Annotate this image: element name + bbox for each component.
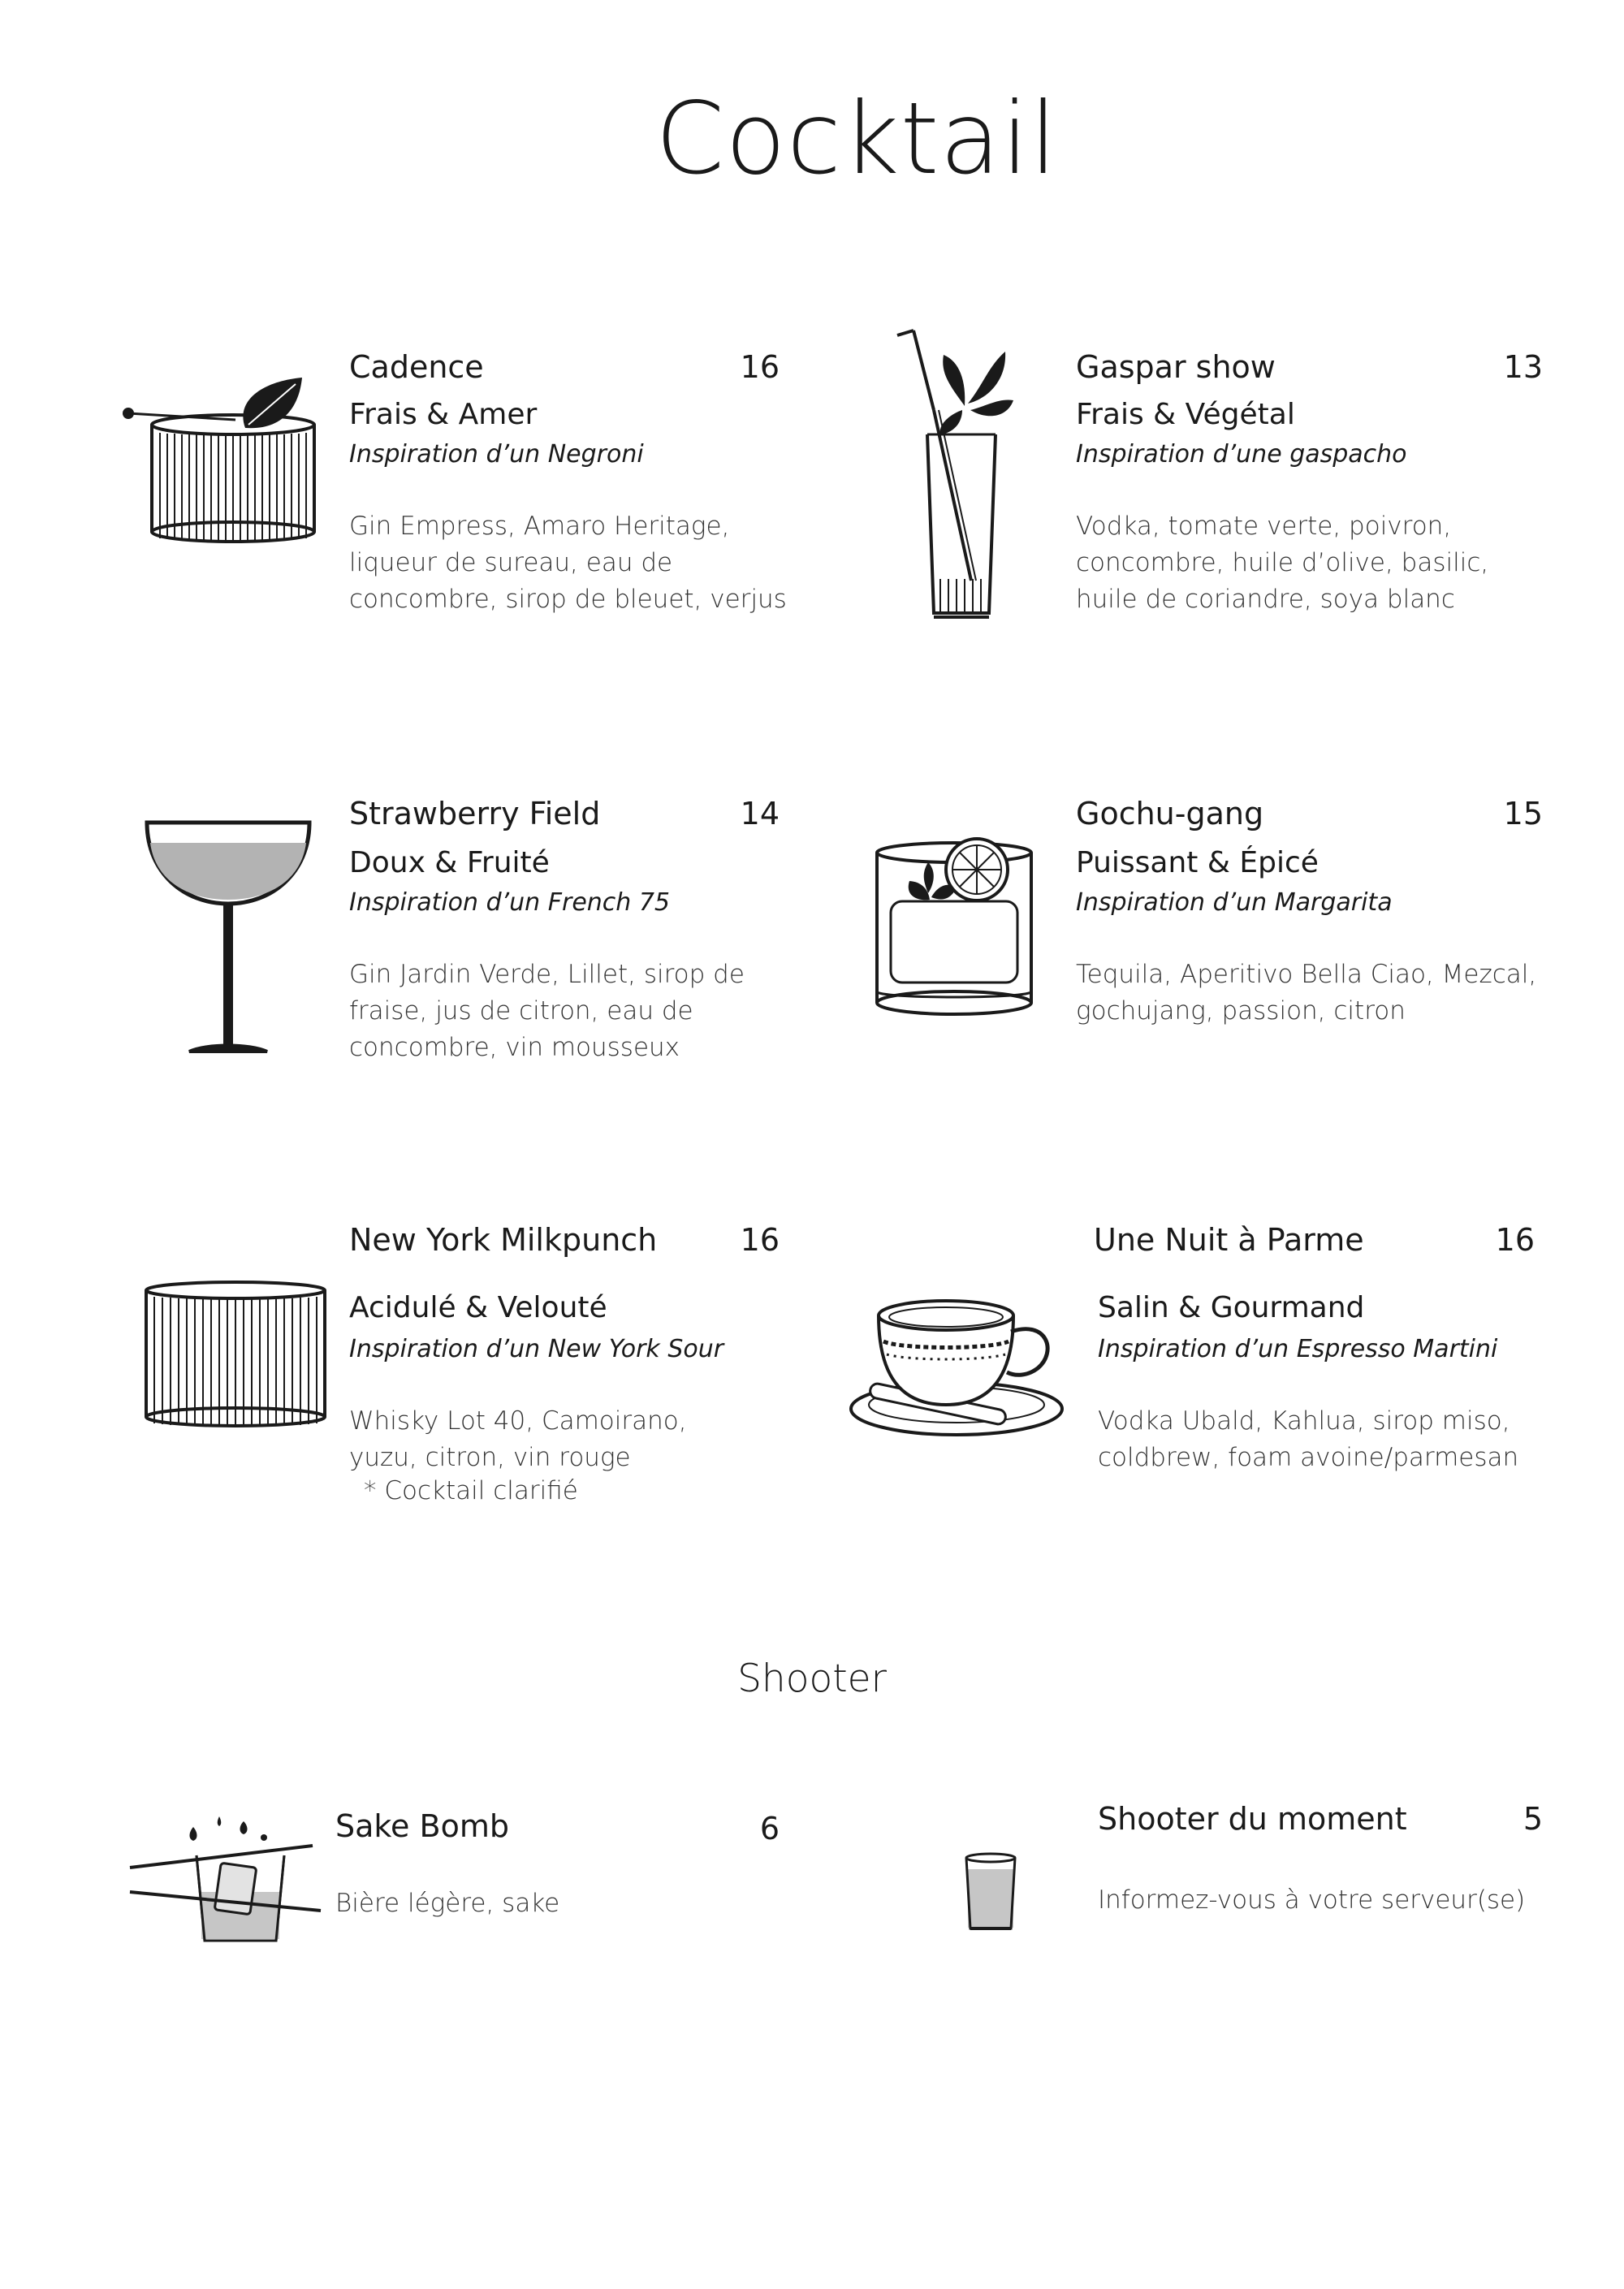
cocktail-inspiration: Inspiration d’une gaspacho (1076, 440, 1407, 469)
old-fashioned-glass-with-lime-icon (873, 836, 1035, 1023)
cocktail-name: Gochu-gang (1076, 796, 1264, 831)
cocktail-style: Acidulé & Velouté (349, 1291, 607, 1324)
cocktail-name: Gaspar show (1076, 349, 1276, 385)
coupe-glass-icon (142, 816, 321, 1060)
shooter-price: 5 (1522, 1801, 1543, 1837)
ribbed-tumbler-icon (142, 1279, 329, 1429)
shot-glass-icon (962, 1851, 1019, 1933)
shooter-ingredients: Bière légère, sake (335, 1889, 560, 1918)
cocktail-price: 16 (1495, 1222, 1535, 1258)
sake-bomb-icon (130, 1815, 329, 1945)
cocktail-style: Frais & Amer (349, 398, 538, 431)
cocktail-style: Doux & Fruité (349, 846, 550, 879)
cocktail-price: 14 (740, 796, 780, 831)
shooter-name: Shooter du moment (1098, 1801, 1407, 1837)
cocktail-note: * Cocktail clarifié (364, 1476, 578, 1505)
cocktail-price: 13 (1503, 349, 1543, 385)
cocktail-ingredients: Gin Jardin Verde, Lillet, sirop de fraise, jus de citron, eau de concombre, vin mousseux (349, 960, 745, 1062)
cocktail-style: Puissant & Épicé (1076, 846, 1319, 879)
cocktail-inspiration: Inspiration d’un Margarita (1076, 888, 1393, 917)
cocktail-price: 16 (740, 1222, 780, 1258)
cocktail-price: 15 (1503, 796, 1543, 831)
shooter-name: Sake Bomb (335, 1808, 509, 1844)
cocktail-ingredients: Vodka Ubald, Kahlua, sirop miso, coldbrew, foam avoine/parmesan (1098, 1406, 1519, 1472)
cocktail-ingredients: Tequila, Aperitivo Bella Ciao, Mezcal, gochujang, passion, citron (1076, 960, 1537, 1026)
page-title: Cocktail (655, 81, 1058, 197)
rocks-glass-with-leaf-icon (122, 369, 325, 548)
cocktail-name: Cadence (349, 349, 484, 385)
section-title-shooter: Shooter (737, 1656, 887, 1701)
cocktail-name: Une Nuit à Parme (1094, 1222, 1364, 1258)
cocktail-inspiration: Inspiration d’un New York Sour (349, 1335, 724, 1363)
cocktail-style: Frais & Végétal (1076, 398, 1295, 431)
cocktail-ingredients: Whisky Lot 40, Camoirano, yuzu, citron, vin rouge (349, 1406, 687, 1472)
cocktail-price: 16 (740, 349, 780, 385)
shooter-price: 6 (759, 1811, 780, 1846)
cocktail-ingredients: Vodka, tomate verte, poivron, concombre, huile d’olive, basilic, huile de coriandre, soya blanc (1076, 512, 1489, 614)
cocktail-name: New York Milkpunch (349, 1222, 658, 1258)
cocktail-name: Strawberry Field (349, 796, 601, 831)
cocktail-inspiration: Inspiration d’un Negroni (349, 440, 644, 469)
highball-glass-with-straw-icon (893, 329, 1015, 629)
cocktail-inspiration: Inspiration d’un French 75 (349, 888, 671, 917)
cocktail-ingredients: Gin Empress, Amaro Heritage, liqueur de sureau, eau de concombre, sirop de bleuet, verjus (349, 512, 787, 614)
cocktail-inspiration: Inspiration d’un Espresso Martini (1098, 1335, 1498, 1363)
shooter-ingredients: Informez-vous à votre serveur(se) (1098, 1885, 1526, 1915)
cocktail-style: Salin & Gourmand (1098, 1291, 1365, 1324)
teacup-with-saucer-icon (844, 1283, 1088, 1445)
